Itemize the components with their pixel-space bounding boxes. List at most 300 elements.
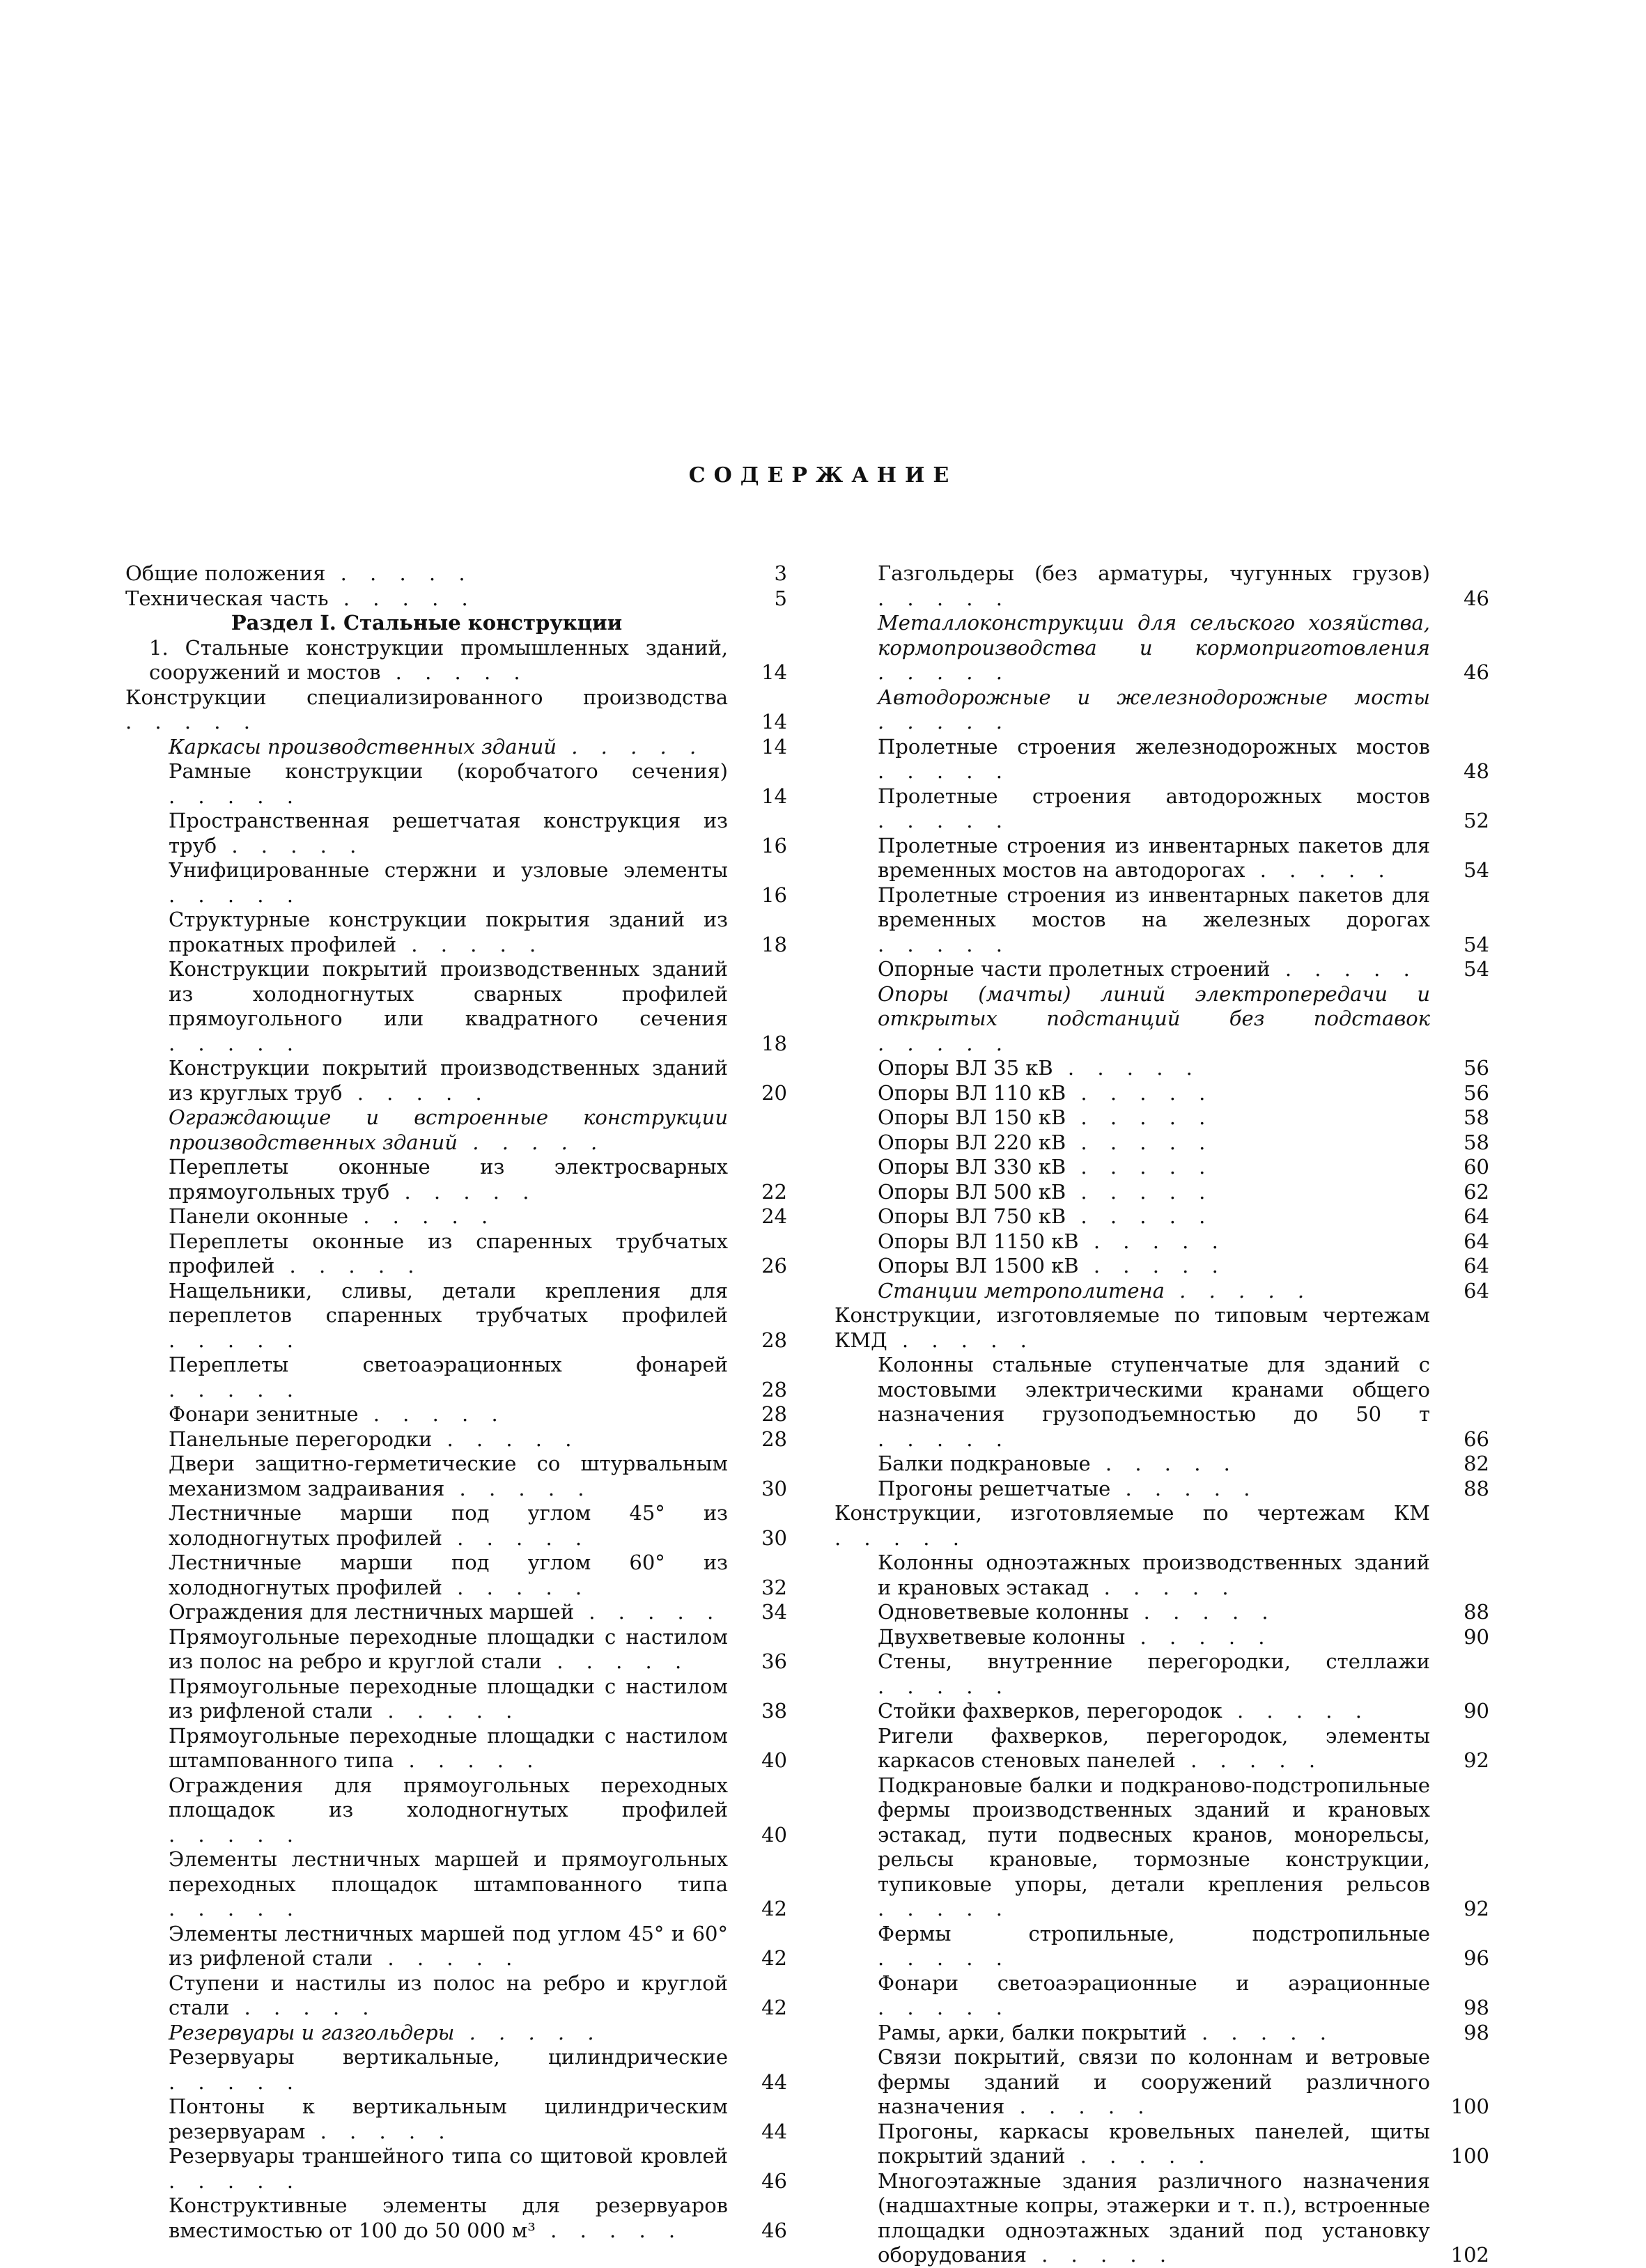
leader-dots: . . . . . — [305, 2119, 453, 2143]
toc-entry[interactable] — [834, 1353, 1489, 1452]
leader-dots: . . . . . — [1110, 1476, 1259, 1500]
toc-entry-label: Переплеты светоаэрационных фонарей — [169, 1353, 728, 1376]
toc-entry[interactable] — [125, 1204, 787, 1229]
toc-entry[interactable] — [834, 2021, 1489, 2046]
leader-dots: . . . . . — [169, 1822, 302, 1847]
section-heading: Раздел I. Стальные конструкции — [231, 611, 623, 635]
toc-page-number: 100 — [1450, 2095, 1489, 2118]
toc-entry[interactable] — [834, 1600, 1489, 1625]
toc-page-number: 38 — [761, 1699, 787, 1723]
toc-entry[interactable] — [834, 2045, 1489, 2120]
toc-entry-title — [834, 1204, 1489, 1229]
toc-entry[interactable] — [834, 1081, 1489, 1106]
toc-entry-title — [834, 834, 1489, 883]
toc-page-number: 24 — [761, 1204, 787, 1228]
toc-page-number: 66 — [1463, 1427, 1489, 1451]
toc-entry[interactable] — [834, 784, 1489, 834]
toc-entry-label: Рамы, арки, балки покрытий — [878, 2020, 1187, 2044]
toc-page-number: 92 — [1463, 1748, 1489, 1772]
leader-dots: . . . . . — [1128, 1600, 1277, 1624]
toc-page-number: 14 — [761, 660, 787, 684]
toc-entry-title — [834, 1452, 1489, 1477]
toc-entry-label: Одноветвевые колонны — [878, 1600, 1129, 1624]
leader-dots: . . . . . — [1066, 1105, 1214, 1129]
toc-entry-label: Лестничные марши под углом 45° из холодногнутых профилей — [169, 1501, 728, 1550]
leader-dots: . . . . . — [396, 932, 545, 956]
leader-dots: . . . . . — [878, 1427, 1011, 1451]
toc-entry-title — [125, 1279, 787, 1353]
toc-entry[interactable] — [125, 1625, 787, 1675]
leader-dots: . . . . . — [442, 1525, 591, 1550]
leader-dots: . . . . . — [1078, 1229, 1227, 1253]
page-title: СОДЕРЖАНИЕ — [688, 463, 958, 488]
leader-dots: . . . . . — [1066, 1155, 1214, 1179]
leader-dots: . . . . . — [1066, 1179, 1214, 1204]
toc-entry[interactable] — [834, 1551, 1489, 1600]
toc-entry-title — [834, 1303, 1489, 1353]
toc-entry-title — [125, 957, 787, 1056]
toc-entry[interactable] — [125, 2021, 787, 2046]
toc-entry-title — [834, 1254, 1489, 1279]
toc-entry-title — [125, 1551, 787, 1600]
leader-dots: . . . . . — [169, 2069, 302, 2094]
toc-page-number: 62 — [1463, 1179, 1489, 1204]
toc-entry-title — [125, 809, 787, 858]
toc-entry[interactable] — [834, 1155, 1489, 1180]
toc-page-number: 42 — [761, 1996, 787, 2019]
toc-entry-label: Балки подкрановые — [878, 1452, 1091, 1475]
toc-entry-title — [125, 759, 787, 809]
toc-entry-label: Унифицированные стержни и узловые элементы — [169, 858, 728, 882]
toc-page-number: 44 — [761, 2069, 787, 2094]
toc-page-number: 14 — [761, 734, 787, 759]
toc-entry[interactable] — [125, 685, 787, 735]
leader-dots: . . . . . — [878, 932, 1011, 956]
toc-page-number: 16 — [761, 833, 787, 857]
toc-entry-label: Прямоугольные переходные площадки с настилом из полос на ребро и круглой стали — [169, 1624, 728, 1673]
toc-page-number: 42 — [761, 1946, 787, 1970]
toc-entry-label: Рамные конструкции (коробчатого сечения) — [169, 759, 728, 783]
toc-entry-label: Лестничные марши под углом 60° из холодногнутых профилей — [169, 1551, 728, 1599]
leader-dots: . . . . . — [878, 1996, 1011, 2019]
toc-entry-label: Ограждения для лестничных маршей — [169, 1600, 575, 1624]
leader-dots: . . . . . — [217, 833, 365, 857]
toc-entry-label: Опоры ВЛ 110 кВ — [878, 1080, 1066, 1105]
leader-dots: . . . . . — [878, 1897, 1011, 1920]
toc-entry[interactable] — [125, 1724, 787, 1773]
toc-entry[interactable] — [834, 1625, 1489, 1650]
toc-page-number: 3 — [774, 561, 787, 585]
leader-dots: . . . . . — [169, 1897, 302, 1920]
leader-dots: . . . . . — [169, 1328, 302, 1352]
toc-page-number: 64 — [1463, 1229, 1489, 1253]
toc-entry[interactable] — [125, 735, 787, 760]
toc-entry[interactable] — [125, 1155, 787, 1204]
leader-dots: . . . . . — [1066, 1080, 1214, 1105]
toc-entry-title — [834, 2045, 1489, 2120]
toc-entry[interactable] — [834, 561, 1489, 611]
toc-entry-label: Конструктивные элементы для резервуаров вместимостью от 100 до 50 000 м³ — [169, 2193, 728, 2242]
leader-dots: . . . . . — [1053, 1056, 1201, 1080]
leader-dots: . . . . . — [380, 660, 529, 684]
leader-dots: . . . . . — [542, 1649, 690, 1673]
toc-entry-title — [125, 1724, 787, 1773]
toc-entry[interactable] — [125, 636, 787, 685]
toc-entry-label: Конструкции специализированного производства — [125, 685, 728, 709]
leader-dots: . . . . . — [1245, 858, 1393, 882]
leader-dots: . . . . . — [373, 1946, 521, 1970]
toc-entry[interactable] — [125, 957, 787, 1056]
toc-page-number: 56 — [1463, 1080, 1489, 1105]
toc-entry-title — [125, 735, 787, 760]
toc-page-number: 22 — [761, 1179, 787, 1204]
toc-entry-label: Прогоны решетчатые — [878, 1476, 1111, 1500]
toc-entry-title — [125, 1452, 787, 1501]
leader-dots: . . . . . — [444, 1476, 593, 1500]
toc-page-number: 98 — [1463, 1996, 1489, 2019]
leader-dots: . . . . . — [878, 1674, 1011, 1698]
toc-entry-label: Пролетные строения из инвентарных пакетов для временных мостов на железных дорогах — [878, 883, 1430, 931]
toc-entry-label: Пролетные строения железнодорожных мостов — [878, 734, 1430, 759]
toc-entry[interactable] — [834, 1105, 1489, 1131]
leader-dots: . . . . . — [1164, 1278, 1313, 1303]
toc-entry-title — [125, 1847, 787, 1922]
leader-dots: . . . . . — [325, 561, 474, 585]
toc-entry[interactable] — [125, 858, 787, 908]
toc-entry-title — [125, 858, 787, 908]
leader-dots: . . . . . — [574, 1600, 722, 1624]
toc-entry[interactable] — [834, 1254, 1489, 1279]
toc-entry[interactable] — [125, 1402, 787, 1427]
toc-entry-label: Опорные части пролетных строений — [878, 957, 1271, 981]
leader-dots: . . . . . — [878, 1031, 1011, 1055]
toc-entry-label: Прямоугольные переходные площадки с настилом из рифленой стали — [169, 1674, 728, 1723]
leader-dots: . . . . . — [878, 660, 1011, 684]
toc-entry-label: Опоры ВЛ 1500 кВ — [878, 1254, 1079, 1277]
toc-entry[interactable] — [834, 1724, 1489, 1773]
leader-dots: . . . . . — [432, 1427, 580, 1451]
toc-entry[interactable] — [125, 1229, 787, 1279]
toc-entry-label: Фонари светоаэрационные и аэрационные — [878, 1971, 1430, 1995]
toc-entry-title — [834, 1155, 1489, 1180]
toc-entry[interactable] — [125, 1056, 787, 1105]
toc-entry-title — [125, 1427, 787, 1452]
toc-entry[interactable] — [834, 1452, 1489, 1477]
toc-entry[interactable] — [834, 1477, 1489, 1502]
toc-entry-title — [125, 1600, 787, 1625]
toc-entry[interactable] — [834, 735, 1489, 784]
toc-entry-title — [834, 1501, 1489, 1551]
toc-entry-label: Резервуары траншейного типа со щитовой кровлей — [169, 2144, 728, 2168]
toc-entry[interactable] — [125, 2045, 787, 2095]
toc-entry-title — [125, 2045, 787, 2095]
toc-entry[interactable] — [834, 1056, 1489, 1081]
toc-page-number: 96 — [1463, 1946, 1489, 1970]
toc-entry[interactable] — [834, 883, 1489, 958]
toc-entry-title — [125, 2144, 787, 2193]
leader-dots: . . . . . — [557, 734, 705, 759]
toc-entry[interactable] — [834, 1204, 1489, 1229]
toc-entry-title — [834, 1600, 1489, 1625]
toc-entry[interactable] — [834, 685, 1489, 735]
toc-entry-label: Резервуары и газгольдеры — [169, 2020, 455, 2044]
toc-entry-label: 1. Стальные конструкции промышленных зданий, сооружений и мостов — [149, 635, 728, 684]
toc-entry-title — [834, 1229, 1489, 1255]
toc-entry-title — [834, 957, 1489, 982]
toc-entry-title — [125, 587, 787, 612]
toc-page-number: 5 — [774, 586, 787, 610]
toc-entry[interactable] — [834, 982, 1489, 1057]
toc-entry-title — [125, 2095, 787, 2144]
toc-page-number: 54 — [1463, 858, 1489, 882]
toc-page-number: 28 — [761, 1427, 787, 1451]
toc-entry[interactable] — [834, 2169, 1489, 2268]
toc-page-number: 60 — [1463, 1155, 1489, 1179]
toc-entry-label: Опоры ВЛ 750 кВ — [878, 1204, 1066, 1228]
toc-entry-label: Переплеты оконные из спаренных трубчатых профилей — [169, 1229, 728, 1277]
toc-entry[interactable] — [125, 1971, 787, 2021]
toc-entry-label: Опоры ВЛ 330 кВ — [878, 1155, 1066, 1179]
toc-entry-title — [834, 2169, 1489, 2268]
toc-entry-title — [834, 1773, 1489, 1922]
toc-entry-title — [125, 2193, 787, 2243]
toc-entry[interactable] — [834, 834, 1489, 883]
toc-page-number: 64 — [1463, 1204, 1489, 1228]
toc-page-number: 56 — [1463, 1056, 1489, 1080]
toc-entry[interactable] — [834, 1303, 1489, 1353]
toc-entry-title — [125, 1402, 787, 1427]
toc-page-number: 40 — [761, 1748, 787, 1772]
leader-dots: . . . . . — [454, 2020, 603, 2044]
toc-page-number: 54 — [1463, 932, 1489, 956]
toc-entry-label: Конструкции покрытий производственных зданий из круглых труб — [169, 1056, 728, 1105]
toc-entry[interactable] — [125, 1427, 787, 1452]
toc-entry-title — [834, 1477, 1489, 1502]
toc-page-number: 28 — [761, 1402, 787, 1426]
toc-entry-title — [125, 636, 787, 685]
toc-entry-title — [834, 1105, 1489, 1131]
toc-entry-label: Фонари зенитные — [169, 1402, 359, 1426]
toc-entry-title — [125, 685, 787, 735]
toc-right-column — [834, 561, 1489, 2268]
toc-entry-title — [834, 735, 1489, 784]
toc-page-number: 46 — [1463, 586, 1489, 610]
leader-dots: . . . . . — [878, 1946, 1011, 1970]
toc-entry-label: Колонны одноэтажных производственных зданий и крановых эстакад — [878, 1551, 1430, 1599]
toc-entry-label: Резервуары вертикальные, цилиндрические — [169, 2045, 728, 2069]
toc-page-number: 20 — [761, 1080, 787, 1105]
leader-dots: . . . . . — [169, 1031, 302, 1055]
toc-page-number: 28 — [761, 1328, 787, 1352]
toc-entry-title — [834, 1724, 1489, 1773]
toc-entry-title — [125, 1105, 787, 1155]
leader-dots: . . . . . — [389, 1179, 538, 1204]
leader-dots: . . . . . — [878, 809, 1011, 832]
toc-entry[interactable] — [125, 809, 787, 858]
leader-dots: . . . . . — [1125, 1624, 1273, 1649]
leader-dots: . . . . . — [1066, 1130, 1214, 1154]
toc-entry[interactable] — [125, 1279, 787, 1353]
toc-entry-label: Опоры ВЛ 500 кВ — [878, 1179, 1066, 1204]
toc-page-number: 64 — [1463, 1254, 1489, 1277]
toc-entry-title — [834, 685, 1489, 735]
toc-entry[interactable] — [125, 2095, 787, 2144]
toc-entry[interactable] — [834, 1922, 1489, 1971]
toc-entry-label: Элементы лестничных маршей под углом 45° и 60° из рифленой стали — [169, 1921, 728, 1970]
toc-entry-title — [834, 784, 1489, 834]
leader-dots: . . . . . — [1004, 2095, 1153, 2118]
toc-entry[interactable] — [125, 2144, 787, 2193]
leader-dots: . . . . . — [328, 586, 476, 610]
toc-entry[interactable] — [834, 611, 1489, 685]
toc-entry-title — [834, 611, 1489, 685]
toc-entry[interactable] — [125, 587, 787, 612]
leader-dots: . . . . . — [834, 1525, 968, 1550]
toc-entry-title — [125, 1353, 787, 1402]
toc-entry[interactable] — [125, 908, 787, 957]
leader-dots: . . . . . — [535, 2218, 684, 2242]
toc-page-number: 92 — [1463, 1897, 1489, 1920]
toc-entry-label: Металлоконструкции для сельского хозяйства, кормопроизводства и кормоприготовления — [878, 611, 1430, 660]
toc-entry-title — [834, 1131, 1489, 1156]
toc-entry-label: Панели оконные — [169, 1204, 348, 1228]
toc-entry[interactable] — [834, 1699, 1489, 1724]
toc-entry[interactable] — [125, 1773, 787, 1848]
toc-entry-label: Связи покрытий, связи по колоннам и ветровые фермы зданий и сооружений различного назначения — [878, 2045, 1430, 2118]
toc-entry-label: Общие положения — [125, 561, 326, 585]
toc-entry-title — [125, 1922, 787, 1971]
toc-entry[interactable] — [125, 1675, 787, 1724]
toc-page-number: 64 — [1463, 1278, 1489, 1303]
toc-entry[interactable] — [125, 1105, 787, 1155]
toc-entry[interactable] — [125, 1600, 787, 1625]
toc-entry-title — [125, 1971, 787, 2021]
toc-entry[interactable] — [834, 1649, 1489, 1699]
toc-entry[interactable] — [834, 957, 1489, 982]
toc-entry[interactable] — [834, 1229, 1489, 1255]
toc-page-number: 100 — [1450, 2144, 1489, 2168]
toc-entry-title — [125, 1204, 787, 1229]
toc-entry-title — [834, 1922, 1489, 1971]
leader-dots: . . . . . — [1089, 1575, 1237, 1599]
toc-entry[interactable] — [125, 561, 787, 587]
leader-dots: . . . . . — [1175, 1748, 1324, 1772]
toc-entry[interactable] — [125, 1847, 787, 1922]
toc-entry[interactable] — [125, 1353, 787, 1402]
toc-entry-label: Конструкции, изготовляемые по типовым чертежам КМД — [834, 1303, 1430, 1352]
toc-entry-title — [125, 561, 787, 587]
toc-page-number: 14 — [761, 710, 787, 733]
toc-entry-label: Каркасы производственных зданий — [169, 734, 557, 759]
leader-dots: . . . . . — [229, 1996, 378, 2019]
toc-entry-label: Колонны стальные ступенчатые для зданий с мостовыми электрическими кранами общего назначения грузоподъемностью до 50 т — [878, 1353, 1430, 1426]
leader-dots: . . . . . — [348, 1204, 497, 1228]
toc-entry-label: Прямоугольные переходные площадки с настилом штампованного типа — [169, 1723, 728, 1772]
toc-page-number: 34 — [761, 1600, 787, 1624]
toc-entry-label: Опоры ВЛ 35 кВ — [878, 1056, 1053, 1080]
toc-entry[interactable] — [125, 759, 787, 809]
toc-entry-label: Подкрановые балки и подкраново-подстропильные фермы производственных зданий и крановых эстакад, пути подвесных кранов, монорельсы, рельсы крановые, тормозные конструкции, тупиковые упоры, детали крепления рельсов — [878, 1773, 1430, 1896]
toc-entry-title — [834, 1056, 1489, 1081]
toc-page-number: 32 — [761, 1575, 787, 1599]
toc-page-number: 42 — [761, 1897, 787, 1920]
toc-page-number: 30 — [761, 1525, 787, 1550]
toc-page-number: 82 — [1463, 1452, 1489, 1475]
toc-entry-label: Конструкции, изготовляемые по чертежам КМ — [834, 1501, 1430, 1525]
toc-page-number: 58 — [1463, 1130, 1489, 1154]
toc-entry[interactable] — [125, 1551, 787, 1600]
toc-page-number: 90 — [1463, 1624, 1489, 1649]
toc-entry[interactable] — [125, 2193, 787, 2243]
leader-dots: . . . . . — [458, 1130, 606, 1154]
leader-dots: . . . . . — [1026, 2243, 1175, 2267]
leader-dots: . . . . . — [358, 1402, 506, 1426]
leader-dots: . . . . . — [342, 1080, 490, 1105]
toc-entry-label: Опоры ВЛ 150 кВ — [878, 1105, 1066, 1129]
leader-dots: . . . . . — [878, 710, 1011, 733]
toc-page-number: 40 — [761, 1822, 787, 1847]
toc-entry-title — [834, 561, 1489, 611]
toc-entry-label: Переплеты оконные из электросварных прямоугольных труб — [169, 1155, 728, 1204]
toc-page-number: 30 — [761, 1476, 787, 1500]
leader-dots: . . . . . — [442, 1575, 591, 1599]
toc-entry[interactable] — [834, 1131, 1489, 1156]
leader-dots: . . . . . — [169, 784, 302, 808]
toc-entry-label: Опоры ВЛ 220 кВ — [878, 1130, 1066, 1154]
toc-page-number: 14 — [761, 784, 787, 808]
toc-entry-title — [834, 1081, 1489, 1106]
toc-page-number: 46 — [1463, 660, 1489, 684]
toc-page-number: 90 — [1463, 1699, 1489, 1723]
toc-page-number: 54 — [1463, 957, 1489, 981]
toc-page-number: 16 — [761, 883, 787, 907]
leader-dots: . . . . . — [169, 883, 302, 907]
toc-entry[interactable] — [834, 1501, 1489, 1551]
toc-page-number: 102 — [1450, 2243, 1489, 2267]
toc-entry[interactable] — [125, 1452, 787, 1501]
toc-page-number: 98 — [1463, 2020, 1489, 2044]
toc-page-number: 26 — [761, 1254, 787, 1277]
toc-entry-label: Опоры ВЛ 1150 кВ — [878, 1229, 1079, 1253]
toc-entry-label: Ступени и настилы из полос на ребро и круглой стали — [169, 1971, 728, 2019]
toc-left-column — [125, 561, 787, 2243]
toc-entry[interactable] — [125, 1501, 787, 1551]
toc-entry-title — [834, 1699, 1489, 1724]
leader-dots: . . . . . — [1090, 1452, 1239, 1475]
toc-entry-label: Конструкции покрытий производственных зданий из холодногнутых сварных профилей прямоугольного или квадратного сечения — [169, 957, 728, 1030]
toc-entry[interactable] — [125, 1922, 787, 1971]
toc-entry-label: Структурные конструкции покрытия зданий из прокатных профилей — [169, 908, 728, 956]
toc-entry[interactable] — [834, 1971, 1489, 2021]
leader-dots: . . . . . — [1222, 1699, 1370, 1723]
toc-entry[interactable] — [834, 1773, 1489, 1922]
toc-entry-label: Элементы лестничных маршей и прямоугольных переходных площадок штампованного типа — [169, 1847, 728, 1896]
toc-entry-title — [834, 883, 1489, 958]
toc-page-number: 46 — [761, 2218, 787, 2242]
toc-page-number: 28 — [761, 1377, 787, 1401]
toc-entry-title — [125, 2021, 787, 2046]
toc-entry[interactable] — [834, 1279, 1489, 1304]
toc-entry-label: Газгольдеры (без арматуры, чугунных грузов) — [878, 561, 1430, 585]
toc-entry-title — [834, 1353, 1489, 1452]
toc-entry[interactable] — [834, 2120, 1489, 2169]
toc-entry-title — [125, 1155, 787, 1204]
toc-entry[interactable] — [834, 1180, 1489, 1205]
toc-page-number: 88 — [1463, 1476, 1489, 1500]
toc-entry-title — [125, 1773, 787, 1848]
toc-entry-title — [834, 2120, 1489, 2169]
toc-entry-title — [834, 1551, 1489, 1600]
